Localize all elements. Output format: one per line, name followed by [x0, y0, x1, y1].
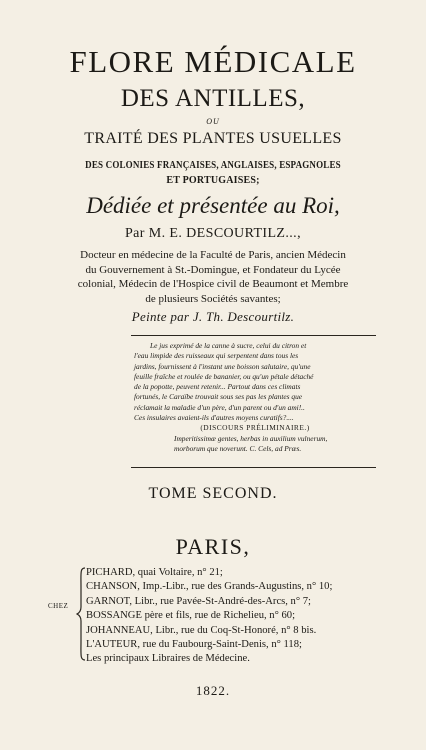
city: PARIS, — [175, 534, 251, 559]
bookseller-entry: JOHANNEAU, Libr., rue du Coq-St-Honoré, n° 8 bis. — [86, 624, 317, 636]
latin-quote-line: Imperitissimæ gentes, herbas in auxilium vulnerum, — [174, 433, 328, 443]
booksellers-list — [86, 566, 332, 667]
credential-line: de plusieurs Sociétés savantes; — [145, 292, 281, 305]
credential-line: colonial, Médecin de l'Hospice civil de Beaumont et Membre — [77, 278, 349, 290]
epigraph-line: Ces insulaires avaient-ils d'autres moyens curatifs?.... — [134, 413, 294, 423]
title-second-line: DES ANTILLES, — [120, 85, 306, 112]
publication-year: 1822. — [195, 683, 231, 698]
epigraph — [134, 341, 376, 454]
epigraph-line: feuille fraîche et roulée de bananier, ou qu'un pétale détaché — [134, 371, 314, 381]
bookseller-entry: Les principaux Libraires de Médecine. — [86, 653, 250, 665]
epigraph-line: réclamait la maladie d'un père, d'un parent ou d'un ami!.. — [134, 402, 305, 412]
author-line — [0, 226, 426, 242]
chez-label: CHEZ — [48, 602, 69, 610]
dedication: Dédiée et présentée au Roi, — [86, 193, 340, 218]
credential-line: du Gouvernement à St.-Domingue, et Fondateur du Lycée — [85, 263, 341, 276]
credential-line: Docteur en médecine de la Faculté de Paris, ancien Médecin — [80, 249, 346, 261]
top-rule — [131, 335, 376, 336]
subtitle-colonies: DES COLONIES FRANÇAISES, ANGLAISES, ESPAGNOLES — [85, 160, 341, 171]
illustrator-credit: Peinte par J. Th. Descourtilz. — [131, 309, 295, 324]
title-main: FLORE MÉDICALE — [69, 44, 357, 79]
bookseller-entry: PICHARD, quai Voltaire, n° 21; — [86, 567, 223, 578]
title-conjunction: OU — [206, 117, 220, 126]
subtitle-colonies-end: ET PORTUGAISES; — [166, 175, 260, 186]
bookseller-entry: BOSSANGE père et fils, rue de Richelieu, n° 60; — [86, 610, 296, 622]
bookseller-entry: GARNOT, Libr., rue Pavée-St-André-des-Arcs, n° 7; — [86, 595, 311, 607]
bottom-rule — [131, 467, 376, 468]
author-prefix: Par — [124, 226, 145, 241]
volume-label: TOME SECOND. — [148, 485, 278, 502]
curly-brace-icon — [76, 567, 86, 661]
bookseller-entry: L'AUTEUR, rue du Faubourg-Saint-Denis, n° 118; — [86, 639, 302, 651]
epigraph-line: jardins, fournissent à l'instant une boisson salutaire, qu'une — [134, 361, 311, 371]
epigraph-line: Le jus exprimé de la canne à sucre, celui du citron et — [150, 341, 307, 350]
epigraph-line: fortunés, le Caraïbe trouvait sous ses pas les plantes que — [134, 392, 303, 402]
author-credentials — [0, 248, 426, 306]
author-name: M. E. DESCOURTILZ..., — [148, 226, 301, 241]
epigraph-line: de la popotte, peuvent retenir... Partout dans ces climats — [134, 382, 301, 392]
epigraph-source: (DISCOURS PRÉLIMINAIRE.) — [200, 423, 310, 433]
bookseller-entry: CHANSON, Imp.-Libr., rue des Grands-Augustins, n° 10; — [86, 581, 333, 593]
epigraph-line: l'eau limpide des ruisseaux qui serpentent dans tous les — [134, 351, 299, 361]
latin-quote-attribution: morborum que noverunt. C. Cels, ad Præs. — [174, 443, 302, 453]
subtitle: TRAITÉ DES PLANTES USUELLES — [84, 130, 342, 147]
